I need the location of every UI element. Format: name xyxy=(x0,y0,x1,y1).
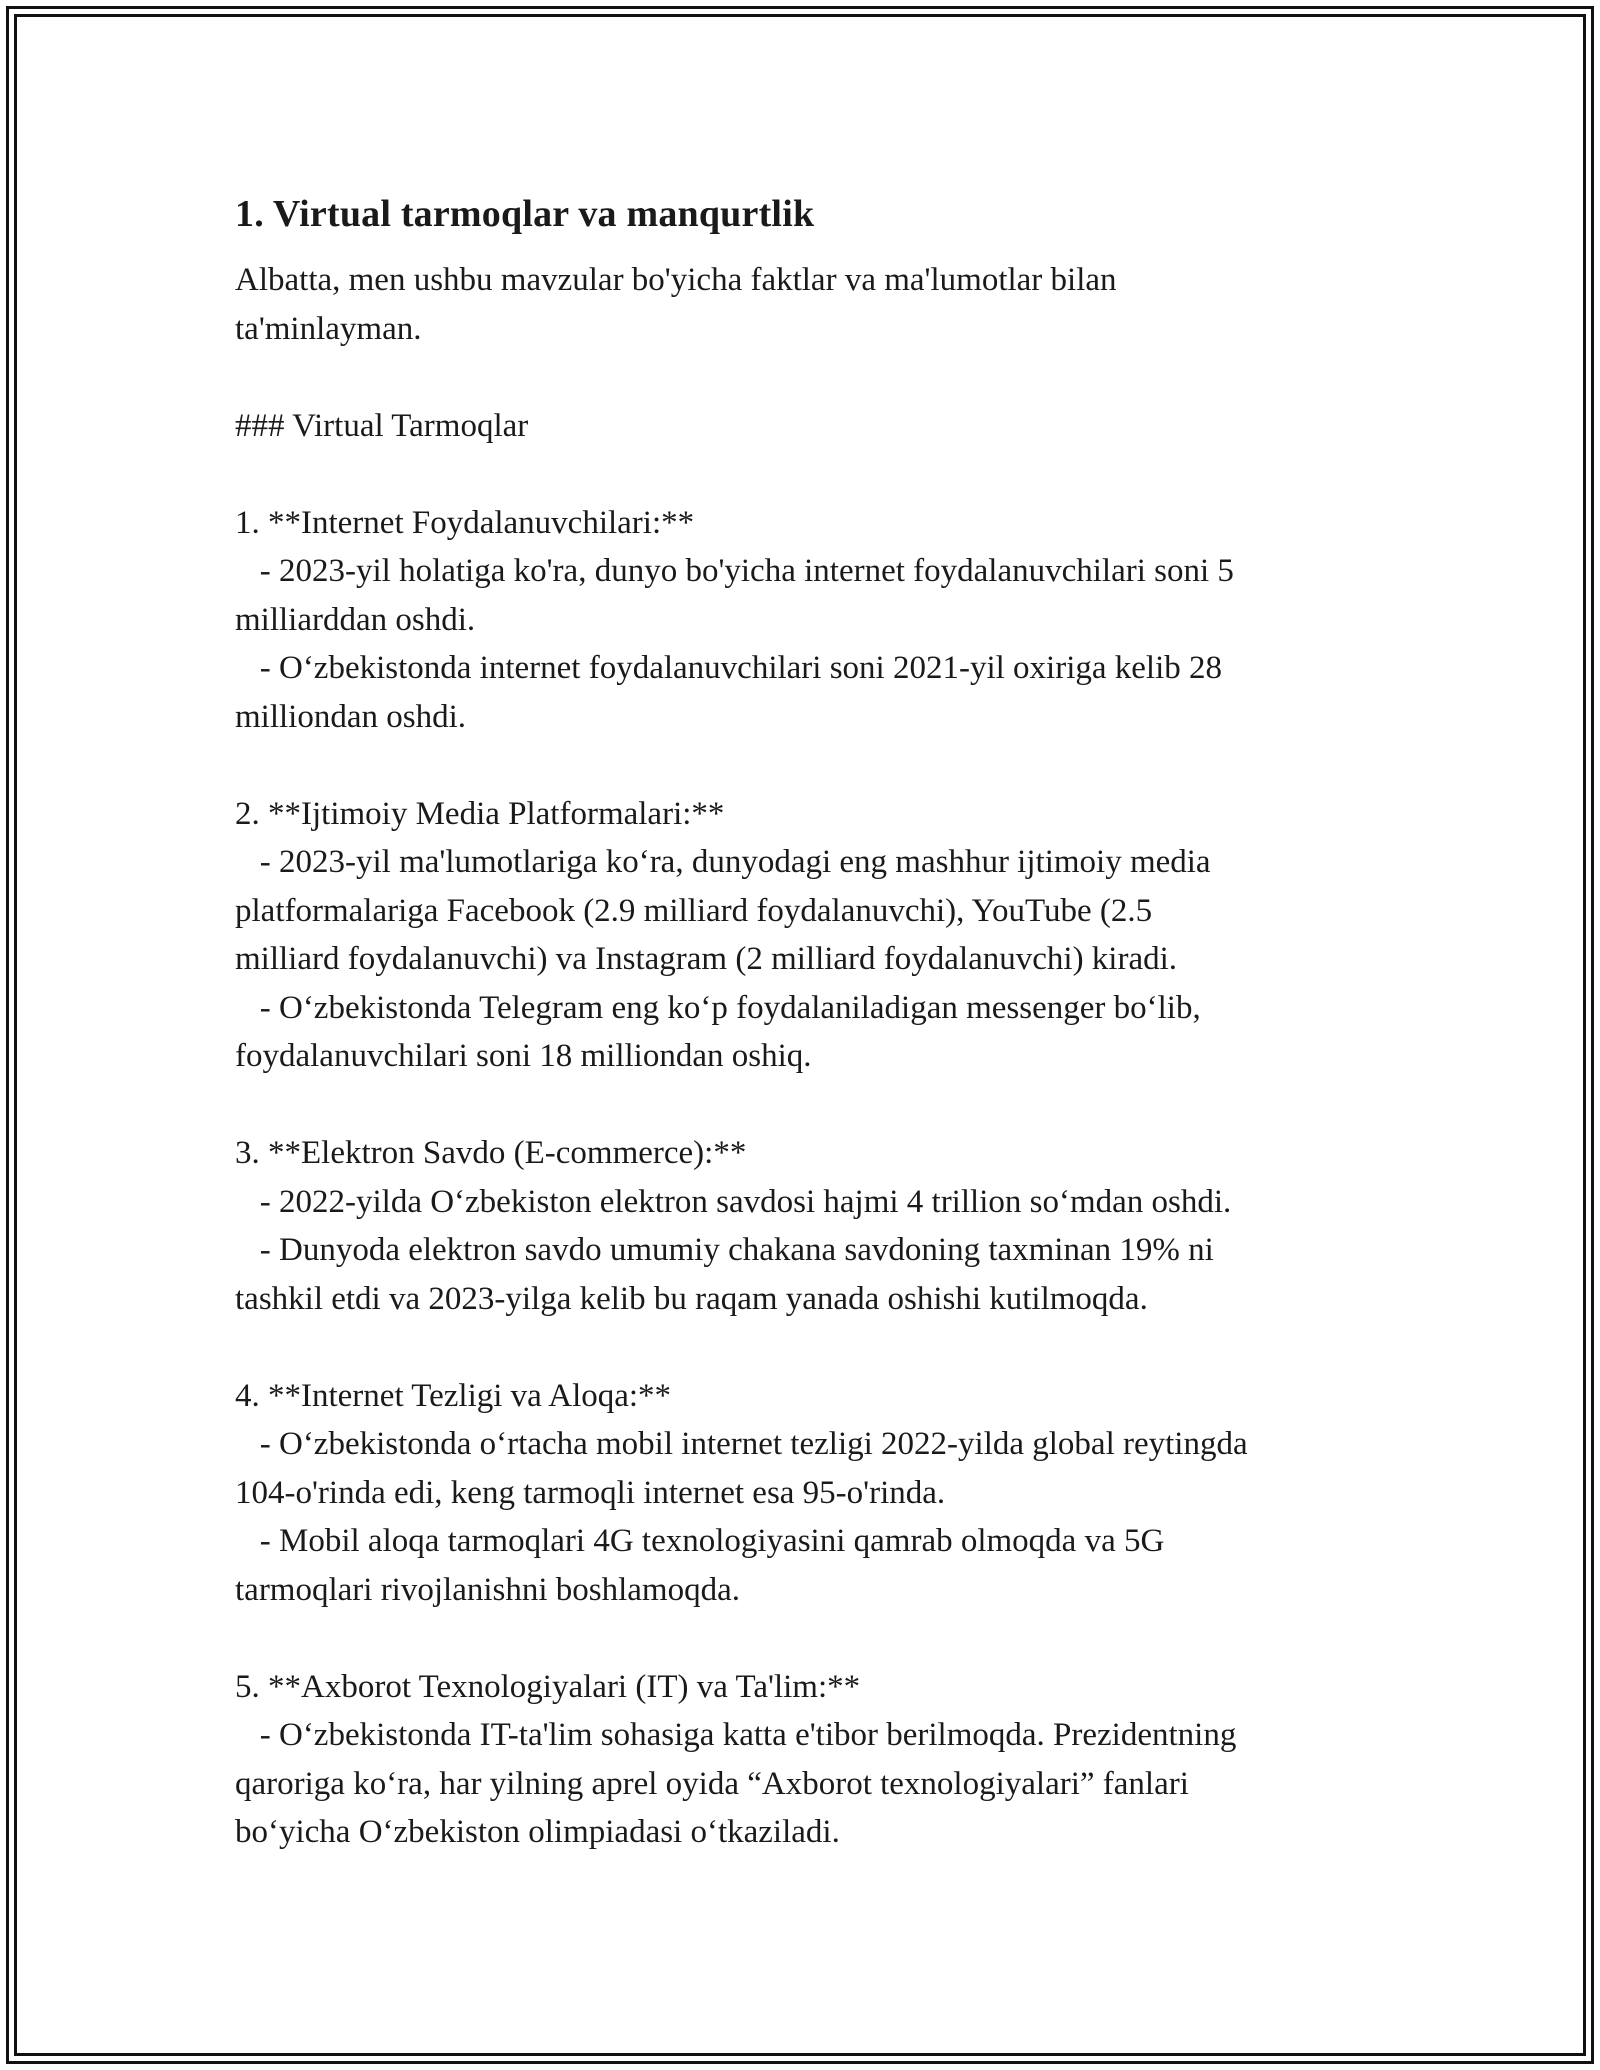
paragraph-gap xyxy=(235,353,1415,402)
list-item-heading: 2. **Ijtimoiy Media Platformalari:** xyxy=(235,795,725,832)
paragraph-gap xyxy=(235,1323,1415,1372)
list-item xyxy=(235,1663,1415,1857)
list-item-bullet: - 2023-yil ma'lumotlariga ko‘ra, dunyodagi eng mashhur ijtimoiy media platformalariga Facebook (2.9 milliard foydalanuvchi), YouTube (2.5 milliard foydalanuvchi) va Instagram (2 milliard foydalanuvchi) kiradi. xyxy=(235,844,1211,977)
paragraph-gap xyxy=(235,1081,1415,1130)
list-item-bullet: - 2023-yil holatiga ko'ra, dunyo bo'yicha internet foydalanuvchilari soni 5 milliarddan oshdi. xyxy=(235,553,1234,638)
list-item-bullet: - O‘zbekistonda IT-ta'lim sohasiga katta e'tibor berilmoqda. Prezidentning qaroriga ko‘ra, har yilning aprel oyida “Axborot texnologiyalari” fanlari bo‘yicha O‘zbekiston olimpiadasi o‘tkaziladi. xyxy=(235,1717,1237,1850)
list-item xyxy=(235,790,1415,1081)
list-item-heading: 4. **Internet Tezligi va Aloqa:** xyxy=(235,1377,672,1414)
document-body xyxy=(235,186,1415,1857)
list-item xyxy=(235,1129,1415,1323)
list-item-bullet: - Dunyoda elektron savdo umumiy chakana savdoning taxminan 19% ni tashkil etdi va 2023-yilga kelib bu raqam yanada oshishi kutilmoqda. xyxy=(235,1232,1214,1317)
list-item xyxy=(235,499,1415,742)
paragraph-gap xyxy=(235,1614,1415,1663)
list-item-bullet: - 2022-yilda O‘zbekiston elektron savdosi hajmi 4 trillion so‘mdan oshdi. xyxy=(235,1183,1232,1220)
list-item-heading: 1. **Internet Foydalanuvchilari:** xyxy=(235,504,695,541)
list-item-bullet: - Mobil aloqa tarmoqlari 4G texnologiyasini qamrab olmoqda va 5G tarmoqlari rivojlanishni boshlamoqda. xyxy=(235,1523,1165,1608)
list-item-bullet: - O‘zbekistonda Telegram eng ko‘p foydalaniladigan messenger bo‘lib, foydalanuvchilari soni 18 milliondan oshiq. xyxy=(235,989,1201,1074)
paragraph-gap xyxy=(235,450,1415,499)
list-item-bullet: - O‘zbekistonda o‘rtacha mobil internet tezligi 2022-yilda global reytingda 104-o'rinda edi, keng tarmoqli internet esa 95-o'rinda. xyxy=(235,1426,1248,1511)
paragraph-gap xyxy=(235,741,1415,790)
list-item-bullet: - O‘zbekistonda internet foydalanuvchilari soni 2021-yil oxiriga kelib 28 milliondan oshdi. xyxy=(235,650,1223,735)
list-item-heading: 5. **Axborot Texnologiyalari (IT) va Ta'lim:** xyxy=(235,1668,861,1705)
intro-paragraph: Albatta, men ushbu mavzular bo'yicha faktlar va ma'lumotlar bilan ta'minlayman. xyxy=(235,262,1117,347)
section-heading: ### Virtual Tarmoqlar xyxy=(235,407,529,444)
list-item xyxy=(235,1372,1415,1615)
page-title: 1. Virtual tarmoqlar va manqurtlik xyxy=(235,193,815,235)
list-item-heading: 3. **Elektron Savdo (E-commerce):** xyxy=(235,1135,747,1171)
